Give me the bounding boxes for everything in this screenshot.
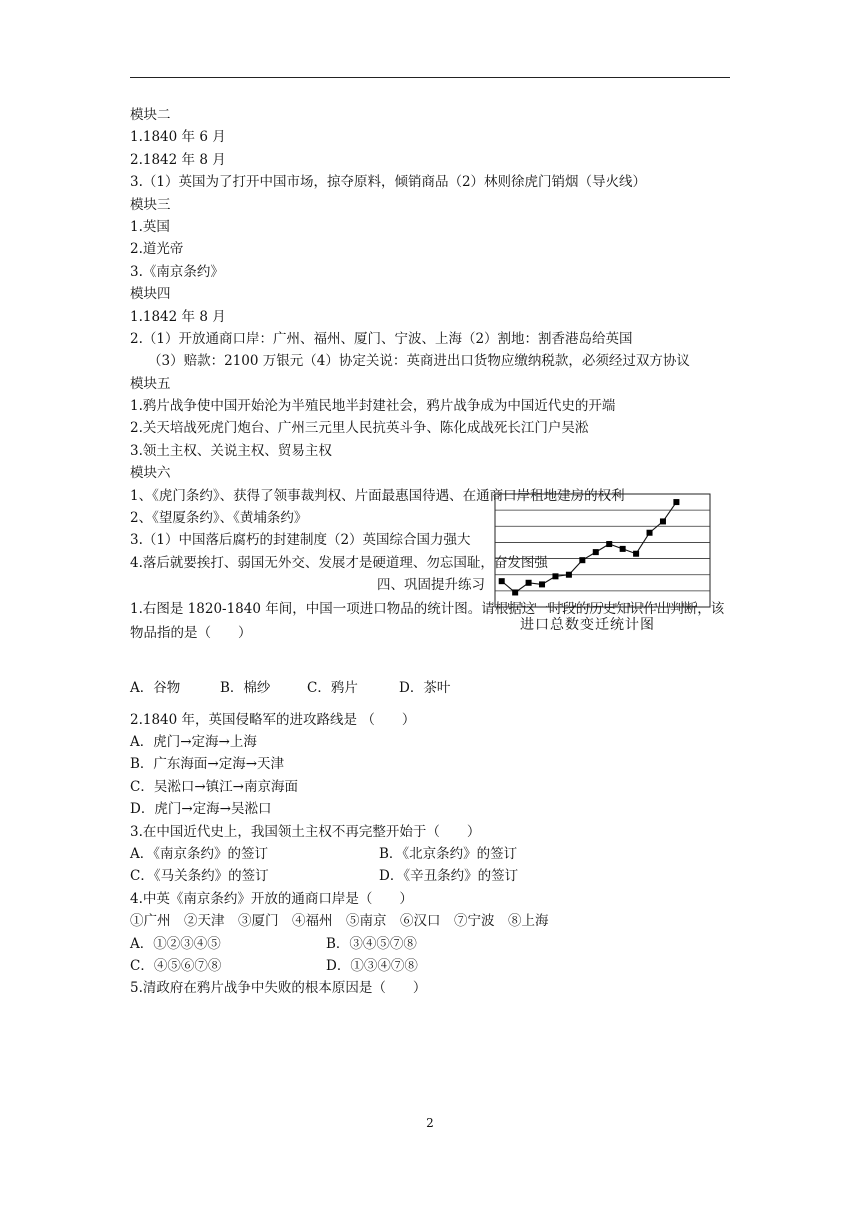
option-a: A．谷物 — [130, 679, 181, 696]
option-a: A．虎门→定海→上海 — [130, 734, 257, 750]
question-3-options-row1 — [130, 843, 732, 865]
text-line: 2.关天培战死虎门炮台、广州三元里人民抗英斗争、陈化成战死长江门户吴淞 — [130, 420, 589, 437]
text-line: 模块五 — [130, 375, 171, 392]
question-1-options — [130, 677, 450, 699]
section-title: 四、巩固提升练习 — [377, 577, 485, 594]
question-4-list: ①广州 ②天津 ③厦门 ④福州 ⑤南京 ⑥汉口 ⑦宁波 ⑧上海 — [130, 913, 549, 930]
page-number: 2 — [426, 1116, 434, 1130]
data-point — [539, 581, 545, 587]
text-line: 2、《望厦条约》、《黄埔条约》 — [130, 510, 308, 527]
question-4-text: 4.中英《南京条约》开放的通商口岸是（ ） — [130, 890, 413, 907]
text-line: 3.领土主权、关说主权、贸易主权 — [130, 442, 332, 459]
question-4-options-row2 — [130, 955, 732, 977]
data-point — [633, 550, 639, 556]
data-point — [512, 589, 518, 595]
text-line: 1、《虎门条约》、获得了领事裁判权、片面最惠国待遇、在通商口岸租地建房的权利 — [130, 487, 625, 504]
question-1-text: 1.右图是 1820-1840 年间，中国一项进口物品的统计图。请根据这一时段的历史知识作出判断，该物品指的是（ ） — [130, 600, 725, 641]
text-line: 4.落后就要挨打、弱国无外交、发展才是硬道理、勿忘国耻，奋发图强 — [130, 554, 548, 571]
data-point — [499, 578, 505, 584]
option-d: D．茶叶 — [399, 679, 451, 696]
data-point — [593, 549, 599, 555]
question-5-text: 5.清政府在鸦片战争中失败的根本原因是（ ） — [130, 980, 427, 997]
series-points — [499, 499, 680, 595]
data-point — [526, 579, 532, 585]
text-line: 3.《南京条约》 — [130, 263, 224, 280]
data-point — [673, 499, 679, 505]
text-line: 模块二 — [130, 107, 171, 123]
import-chart — [492, 491, 732, 613]
question-4-options-row1 — [130, 933, 732, 955]
option-a: A．《南京条约》的签订 — [130, 845, 268, 862]
option-c: C．吴淞口→镇江→南京海面 — [130, 778, 298, 795]
data-point — [552, 573, 558, 579]
text-line: 3.（1）英国为了打开中国市场，掠夺原料，倾销商品（2）林则徐虎门销烟（导火线） — [130, 174, 647, 191]
option-b: B．广东海面→定海→天津 — [130, 756, 285, 773]
text-line: 模块六 — [130, 465, 171, 482]
text-line: 3.（1）中国落后腐朽的封建制度（2）英国综合国力强大 — [130, 532, 471, 549]
option-a: A．①②③④⑤ — [130, 935, 221, 952]
text-line: 2.道光帝 — [130, 241, 184, 258]
text-line: 模块三 — [130, 196, 171, 213]
data-point — [620, 545, 626, 551]
question-1 — [130, 597, 732, 709]
chart-grid — [495, 494, 710, 607]
text-line: 1.1840 年 6 月 — [130, 129, 226, 146]
option-d: D．《辛丑条约》的签订 — [379, 868, 519, 885]
option-c: C．《马关条约》的签订 — [130, 868, 269, 885]
answer-content — [130, 104, 732, 1000]
option-d: D．虎门→定海→吴淞口 — [130, 801, 272, 818]
series-line — [502, 502, 677, 592]
header-rule — [130, 77, 730, 78]
text-line: 2.1842 年 8 月 — [130, 151, 226, 168]
import-chart-figure — [492, 491, 732, 633]
answer-lines-top — [130, 104, 732, 350]
data-point — [579, 557, 585, 563]
option-c: C．④⑤⑥⑦⑧ — [130, 957, 222, 974]
data-point — [566, 571, 572, 577]
option-b: B．③④⑤⑦⑧ — [326, 935, 417, 952]
chart-ticks — [508, 603, 696, 607]
data-point — [660, 518, 666, 524]
text-line: 2.（1）开放通商口岸：广州、福州、厦门、宁波、上海（2）割地：割香港岛给英国 — [130, 330, 633, 347]
text-line: 1.1842 年 8 月 — [130, 308, 226, 325]
text-line: 模块四 — [130, 286, 171, 303]
question-2-text: 2.1840 年，英国侵略军的进攻路线是 （ ） — [130, 711, 416, 728]
text-line-wrapped: （3）赔款：2100 万银元（4）协定关说：英商进出口货物应缴纳税款，必须经过双方协议 — [148, 353, 690, 370]
option-b: B．棉纱 — [220, 679, 271, 696]
option-b: B．《北京条约》的签订 — [379, 845, 518, 862]
chart-frame — [495, 494, 710, 607]
data-point — [606, 541, 612, 547]
question-3-text: 3.在中国近代史上，我国领土主权不再完整开始于（ ） — [130, 823, 481, 840]
text-line: 1.英国 — [130, 218, 170, 235]
chart-caption: 进口总数变迁统计图 — [520, 616, 655, 633]
option-d: D．①③④⑦⑧ — [326, 957, 418, 974]
question-3-options-row2 — [130, 865, 732, 887]
text-line: 1.鸦片战争使中国开始沦为半殖民地半封建社会，鸦片战争成为中国近代史的开端 — [130, 398, 616, 415]
data-point — [647, 529, 653, 535]
option-c: C．鸦片 — [307, 679, 358, 696]
